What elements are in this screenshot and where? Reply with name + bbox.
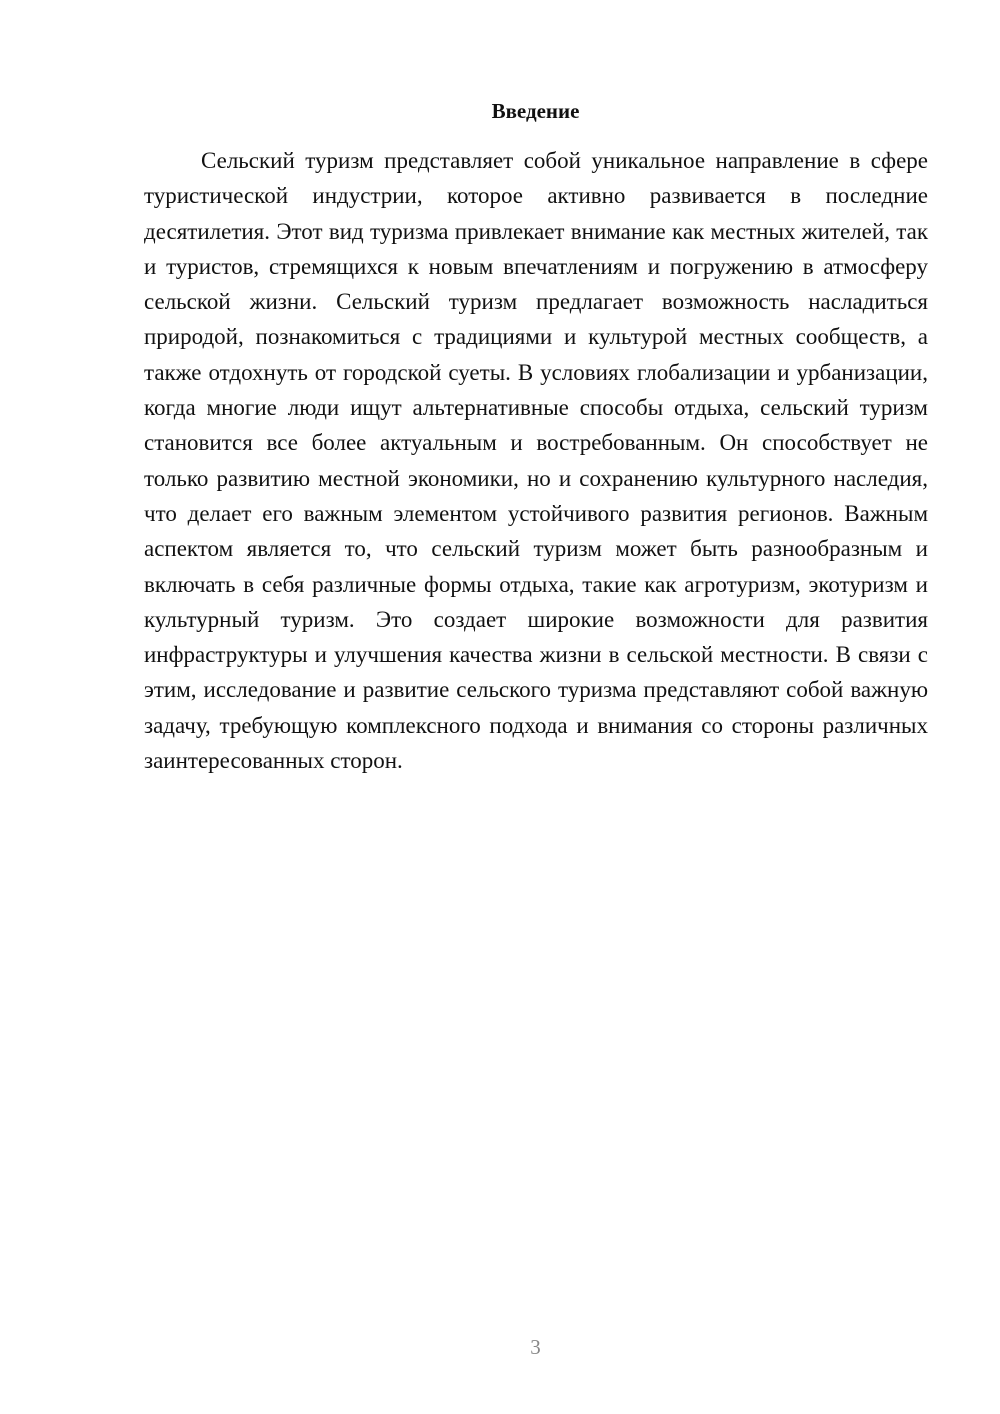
page-title: Введение	[491, 99, 580, 123]
page-number: 3	[530, 1335, 541, 1359]
body-paragraph: Сельский туризм представляет собой уникальное направление в сфере туристической индустрии, которое активно развивается в последние десятилетия. Этот вид туризма привлекает внимание как местных жителей, так и туристов, стремящихся к новым впечатлениям и погружению в атмосферу сельской жизни. Сельский туризм предлагает возможность насладиться природой, познакомиться с традициями и культурой местных сообществ, а также отдохнуть от городской суеты. В условиях глобализации и урбанизации, когда многие люди ищут альтернативные способы отдыха, сельский туризм становится все более актуальным и востребованным. Он способствует не только развитию местной экономики, но и сохранению культурного наследия, что делает его важным элементом устойчивого развития регионов. Важным аспектом является то, что сельский туризм может быть разнообразным и включать в себя различные формы отдыха, такие как агротуризм, экотуризм и культурный туризм. Это создает широкие возможности для развития инфраструктуры и улучшения качества жизни в сельской местности. В связи с этим, исследование и развитие сельского туризма представляют собой важную задачу, требующую комплексного подхода и внимания со стороны различных заинтересованных сторон.	[144, 148, 928, 774]
